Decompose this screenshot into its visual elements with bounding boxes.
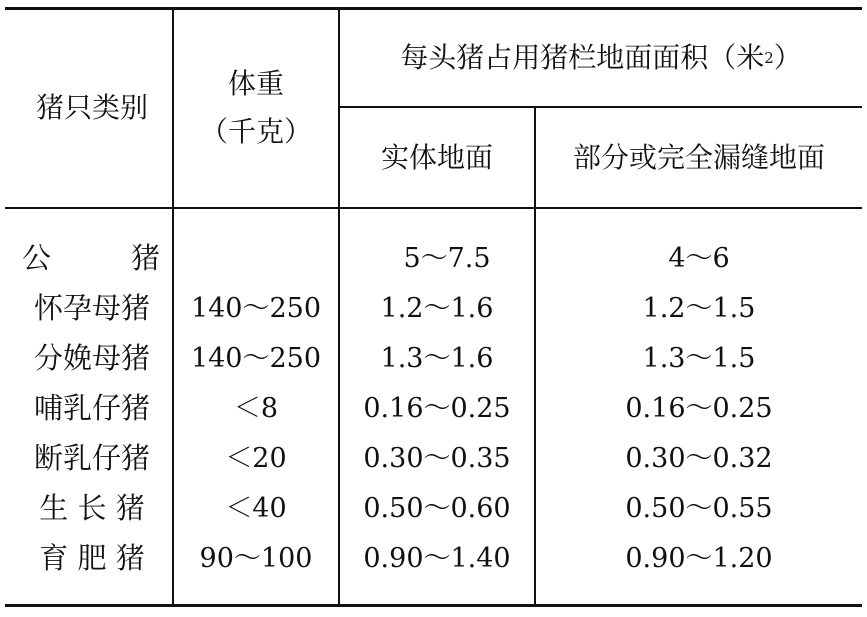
header-area-text: 每头猪占用猪栏地面面积（米 [400, 41, 765, 74]
row-weight: ＜40 [225, 492, 287, 524]
row-weight: 140～250 [190, 342, 322, 374]
bottom-rule [5, 604, 862, 607]
row-weight: 140～250 [190, 292, 322, 324]
row-slatted: 0.30～0.32 [625, 442, 773, 474]
row-category: 生 长 猪 [39, 490, 145, 525]
row-solid: 0.16～0.25 [363, 392, 511, 424]
row-slatted: 4～6 [668, 242, 730, 274]
header-area [340, 10, 862, 106]
boar-char-2: 猪 [130, 240, 160, 275]
header-weight-line1: 体重 [227, 67, 284, 100]
row-category-boar [22, 233, 160, 283]
row-category: 怀孕母猪 [33, 290, 150, 325]
header-bottom-rule [5, 207, 862, 209]
row-category: 哺乳仔猪 [33, 390, 150, 425]
row-category: 分娩母猪 [33, 340, 150, 375]
boar-char-1: 公 [22, 240, 52, 275]
row-solid: 0.90～1.40 [363, 542, 511, 574]
row-slatted: 0.16～0.25 [625, 392, 773, 424]
row-weight [174, 233, 338, 283]
header-slatted: 部分或完全漏缝地面 [572, 140, 825, 174]
row-category: 育 肥 猪 [39, 540, 145, 575]
row-solid: 1.3～1.6 [380, 342, 494, 374]
row-solid: 5～7.5 [403, 242, 491, 274]
row-solid: 0.30～0.35 [363, 442, 511, 474]
row-slatted: 0.50～0.55 [625, 492, 773, 524]
row-solid: 0.50～0.60 [363, 492, 511, 524]
header-weight-line2: （千克） [199, 115, 312, 148]
row-slatted: 1.3～1.5 [642, 342, 756, 374]
header-category: 猪只类别 [35, 91, 148, 124]
row-weight: 90～100 [199, 542, 313, 574]
row-category: 断乳仔猪 [33, 440, 150, 475]
row-slatted: 0.90～1.20 [625, 542, 773, 574]
row-weight: ＜20 [225, 442, 287, 474]
row-weight: ＜8 [233, 392, 279, 424]
header-solid: 实体地面 [380, 140, 493, 174]
header-area-sup: 2 [764, 48, 774, 67]
row-slatted: 1.2～1.5 [642, 292, 756, 324]
header-area-close: ） [773, 41, 802, 74]
row-solid: 1.2～1.6 [380, 292, 494, 324]
